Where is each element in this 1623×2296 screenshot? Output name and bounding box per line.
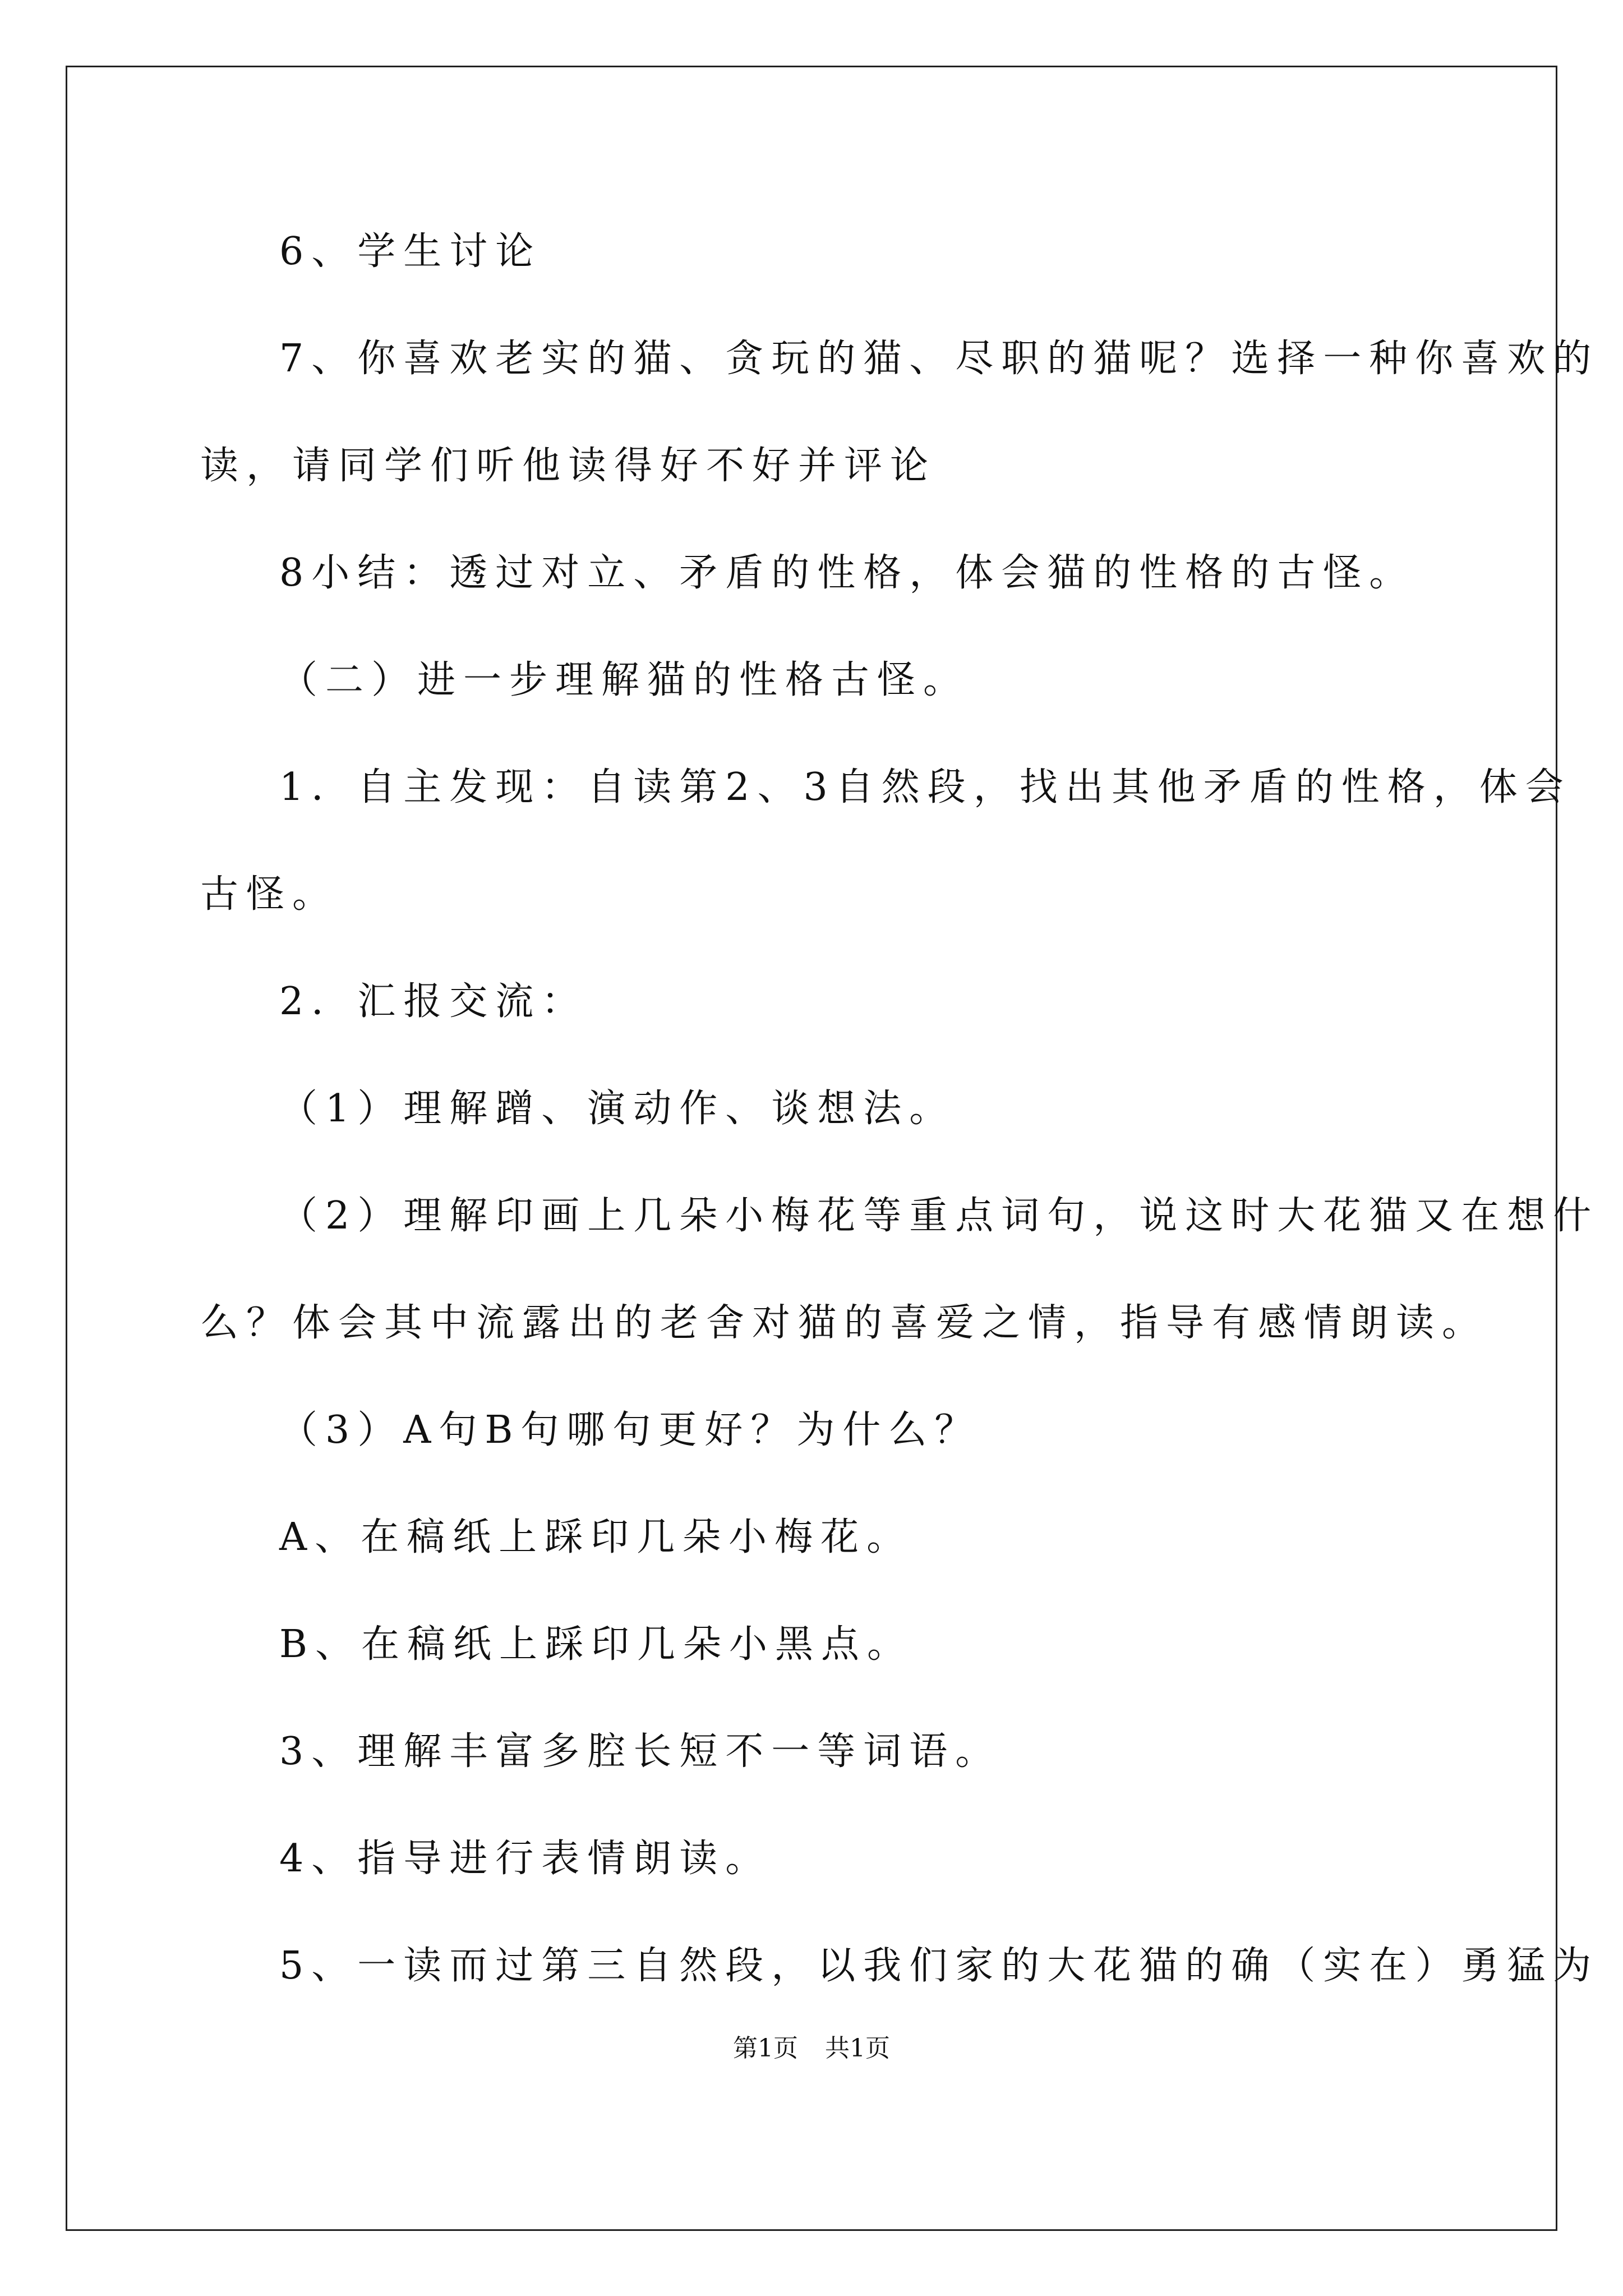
paragraph-line: 8小结：透过对立、矛盾的性格，体会猫的性格的古怪。: [279, 551, 1415, 595]
paragraph-line: 1．自主发现：自读第2、3自然段，找出其他矛盾的性格，体会: [279, 765, 1571, 809]
paragraph-line: 5、一读而过第三自然段，以我们家的大花猫的确（实在）勇猛为: [279, 1944, 1599, 1988]
paragraph-line: 读，请同学们听他读得好不好并评论: [200, 444, 937, 488]
paragraph-line: 6、学生讨论: [279, 229, 542, 274]
page-border: [66, 66, 1557, 2231]
page-footer: [0, 2036, 1623, 2061]
paragraph-line: 么？体会其中流露出的老舍对猫的喜爱之情，指导有感情朗读。: [200, 1301, 1488, 1345]
paragraph-line: 古怪。: [200, 872, 339, 917]
paragraph-line: （2）理解印画上几朵小梅花等重点词句，说这时大花猫又在想什: [279, 1194, 1599, 1238]
paragraph-line: （二）进一步理解猫的性格古怪。: [279, 658, 970, 702]
paragraph-line: 3、理解丰富多腔长短不一等词语。: [279, 1729, 1002, 1774]
paragraph-line: A、在稿纸上踩印几朵小梅花。: [279, 1515, 913, 1559]
page-number: 第1页: [733, 2034, 798, 2063]
paragraph-line: 2．汇报交流：: [279, 979, 588, 1024]
paragraph-line: 4、指导进行表情朗读。: [279, 1837, 772, 1881]
paragraph-line: （3）A句B句哪句更好？为什么？: [279, 1408, 981, 1452]
paragraph-line: 7、你喜欢老实的猫、贪玩的猫、尽职的猫呢？选择一种你喜欢的: [279, 337, 1599, 381]
paragraph-line: B、在稿纸上踩印几朵小黑点。: [279, 1622, 913, 1667]
page-total: 共1页: [825, 2034, 890, 2063]
paragraph-line: （1）理解蹭、演动作、谈想法。: [279, 1087, 956, 1131]
